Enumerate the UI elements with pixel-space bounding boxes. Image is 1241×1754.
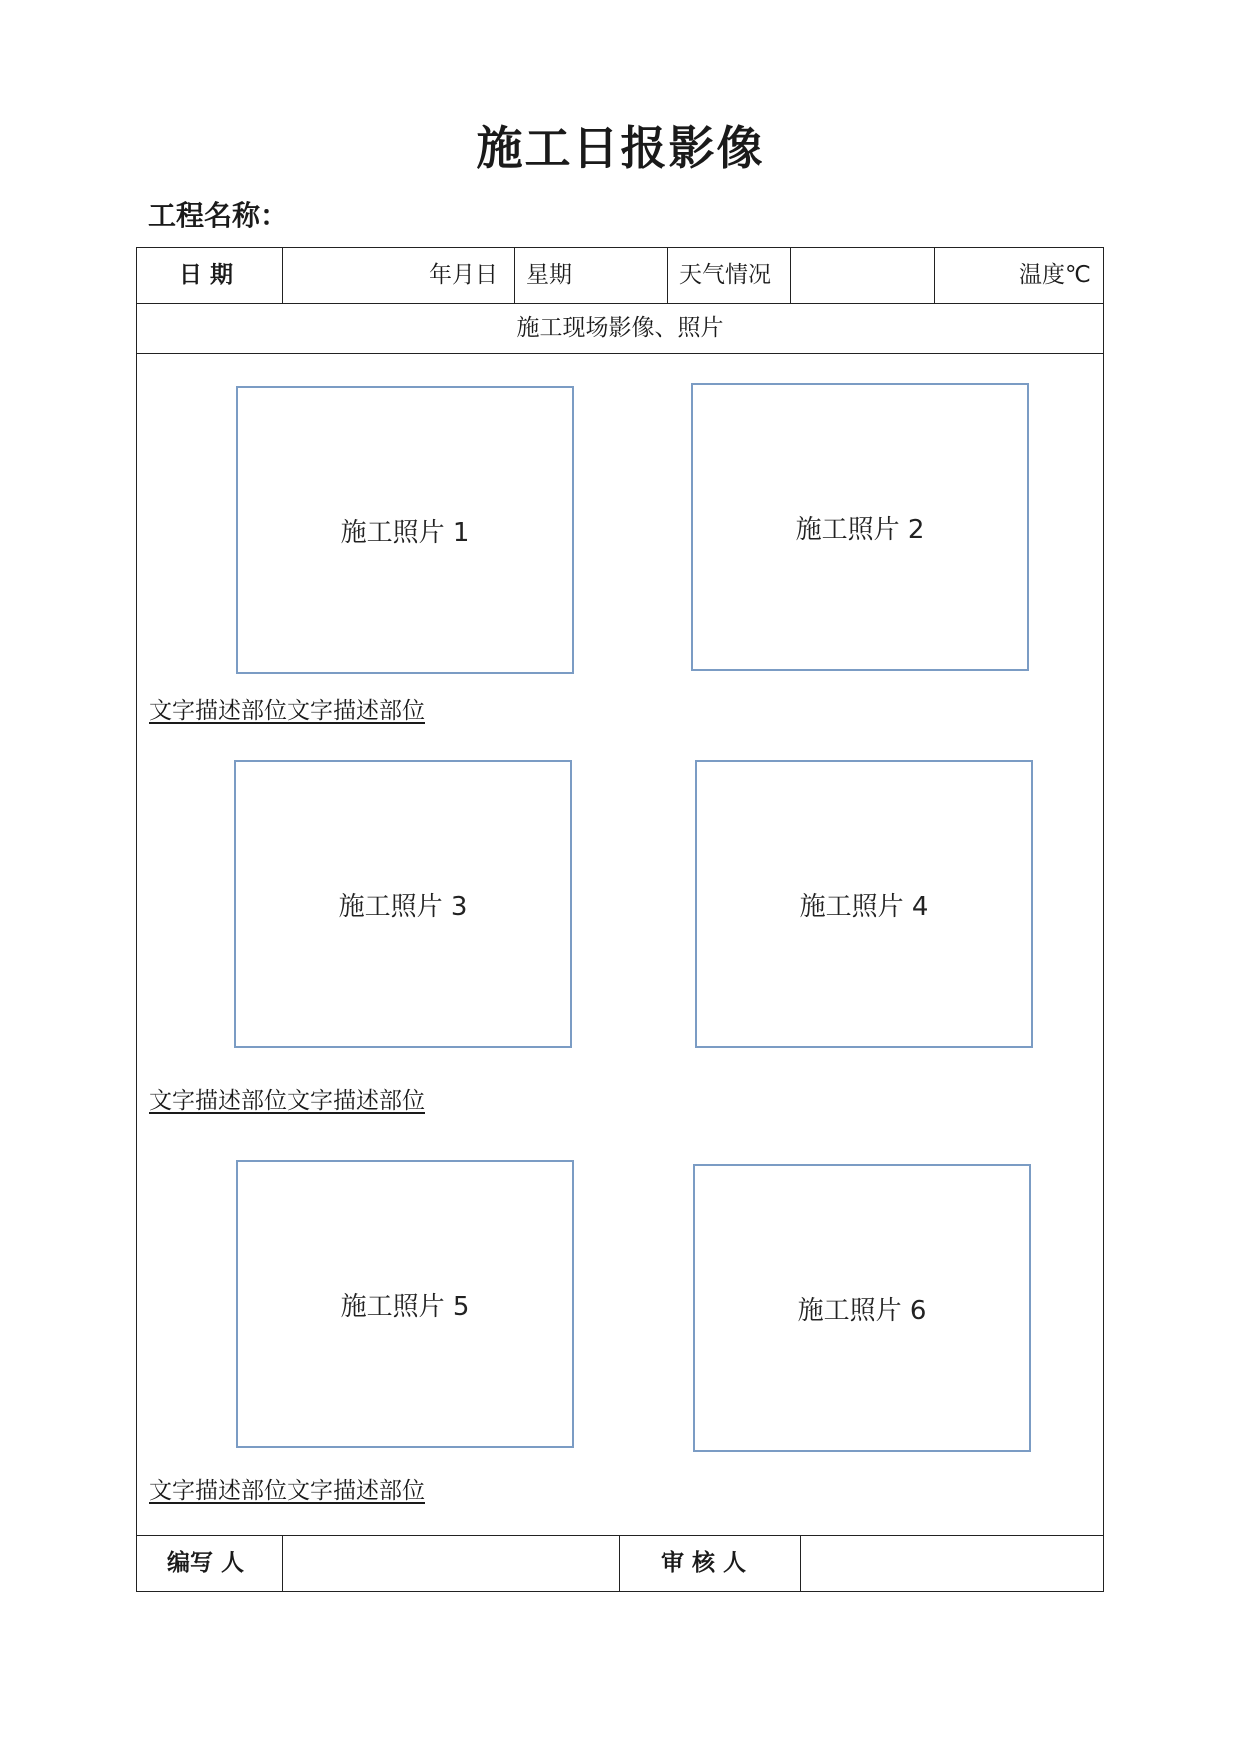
photo-description-2[interactable]: 文字描述部位文字描述部位 [149, 1088, 425, 1114]
weather-label: 天气情况 [679, 262, 771, 288]
section-title-divider [137, 353, 1103, 354]
header-row-divider [137, 303, 1103, 304]
photo-placeholder-3[interactable] [234, 760, 572, 1048]
photo-label: 施工照片 1 [340, 517, 470, 548]
photo-description-1[interactable]: 文字描述部位文字描述部位 [149, 698, 425, 724]
footer-divider-2 [619, 1535, 620, 1591]
weekday-label: 星期 [526, 262, 572, 288]
header-divider-4 [790, 248, 791, 303]
footer-divider-3 [800, 1535, 801, 1591]
header-divider-3 [667, 248, 668, 303]
author-label: 编写 人 [167, 1550, 245, 1576]
daily-report-form [136, 247, 1104, 1592]
photo-placeholder-5[interactable] [236, 1160, 574, 1448]
footer-divider-1 [282, 1535, 283, 1591]
photo-placeholder-2[interactable] [691, 383, 1029, 671]
photo-placeholder-1[interactable] [236, 386, 574, 674]
photo-label: 施工照片 5 [340, 1291, 470, 1322]
photo-label: 施工照片 3 [338, 891, 468, 922]
header-divider-1 [282, 248, 283, 303]
photo-label: 施工照片 6 [797, 1295, 927, 1326]
photo-label: 施工照片 4 [799, 891, 929, 922]
temperature-label: 温度℃ [1019, 262, 1091, 288]
date-label: 日 期 [179, 262, 234, 288]
photo-placeholder-4[interactable] [695, 760, 1033, 1048]
header-divider-2 [514, 248, 515, 303]
header-divider-5 [934, 248, 935, 303]
section-title: 施工现场影像、照片 [516, 315, 724, 341]
date-value[interactable]: 年月日 [429, 262, 498, 288]
project-name-label: 工程名称： [148, 199, 289, 232]
photo-placeholder-6[interactable] [693, 1164, 1031, 1452]
page-title: 施工日报影像 [476, 121, 765, 175]
photo-label: 施工照片 2 [795, 514, 925, 545]
reviewer-label: 审 核 人 [661, 1550, 747, 1576]
photo-description-3[interactable]: 文字描述部位文字描述部位 [149, 1478, 425, 1504]
